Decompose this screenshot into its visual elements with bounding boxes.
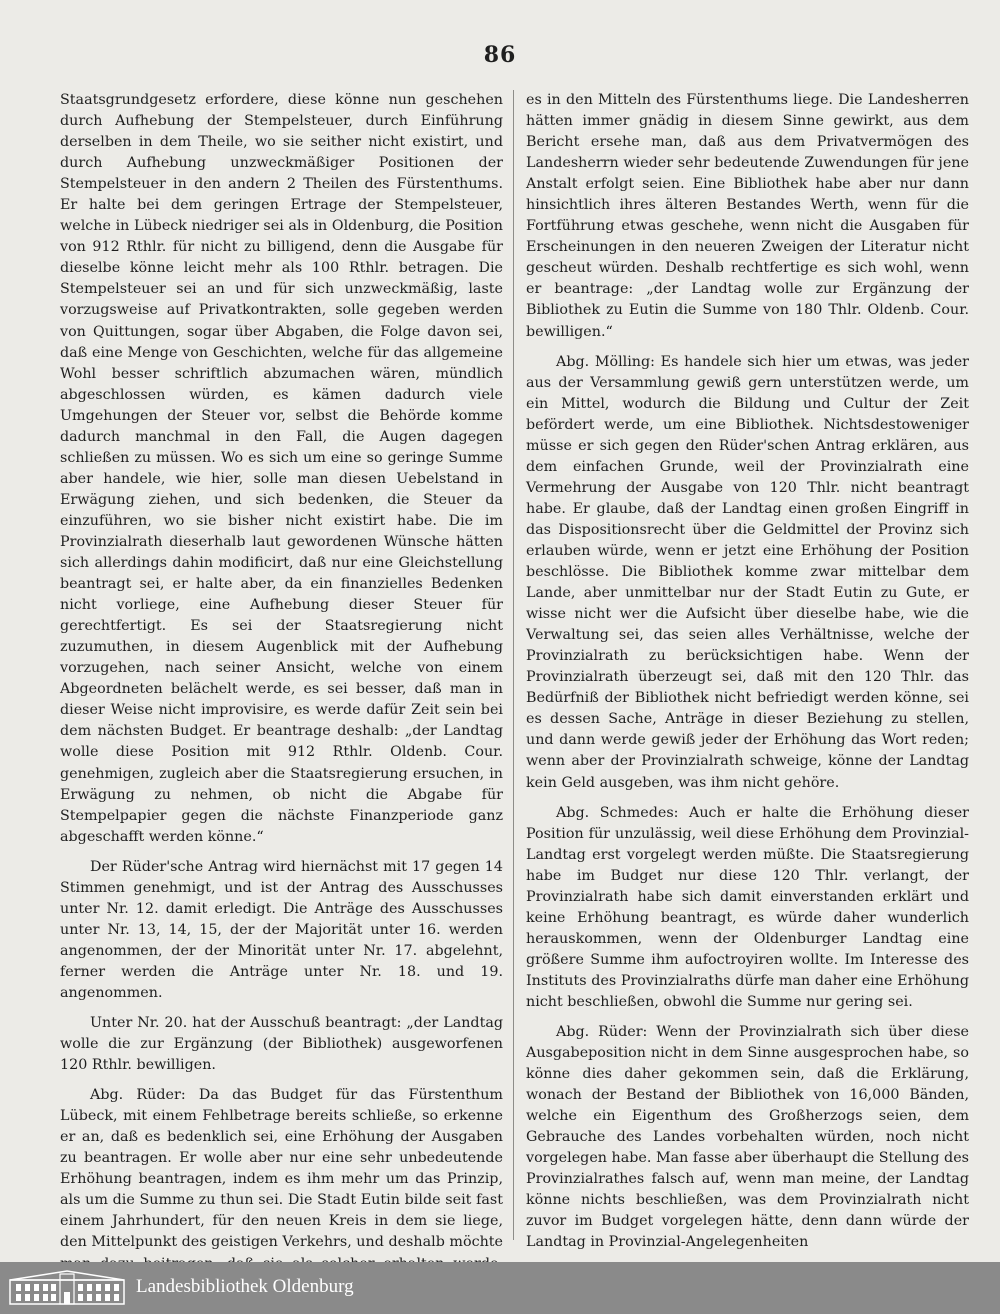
paragraph: Abg. Schmedes: Auch er halte die Erhöhung dieser Position für unzulässig, weil diese Erhöhung dem Provinzial-Landtag erst vorgelegt werden müßte. Die Staatsregierung habe im Budget nur diese 120 Thlr. verlangt, der Provinzialrath habe sich damit einverstanden erklärt und keine Erhöhung beantragt, es würde daher wunderlich herauskommen, wenn der Oldenburger Landtag eine größere Summe ihm aufoctroyiren wollte. Im Interesse des Instituts des Provinzialraths dürfe man daher eine Erhöhung nicht beschließen, obwohl die Summe nur gering sei. [526, 804, 969, 1010]
left-column [60, 90, 503, 1250]
paragraph: Der Rüder'sche Antrag wird hiernächst mit 17 gegen 14 Stimmen genehmigt, und ist der Antrag des Ausschusses unter Nr. 12. damit erledigt. Die Anträge des Ausschusses unter Nr. 13, 14, 15, der der Majorität unter 16. werden angenommen, der der Minorität unter Nr. 17. abgelehnt, ferner werden die Anträge unter Nr. 18. und 19. angenommen. [60, 858, 503, 1001]
paragraph: Abg. Rüder: Da das Budget für das Fürstenthum Lübeck, mit einem Fehlbetrage bereits schließe, so erkenne er an, daß es bedenklich sei, eine Erhöhung der Ausgaben zu beantragen. Er wolle aber nur eine sehr unbedeutende Erhöhung beantragen, indem es ihm mehr um das Prinzip, als um die Summe zu thun sei. Die Stadt Eutin bilde seit fast einem Jahrhundert, für den neuen Kreis in dem sie liege, den Mittelpunkt des geistigen Verkehrs, und deshalb möchte [60, 1087, 503, 1251]
right-column [526, 90, 969, 1250]
paragraph: es in den Mitteln des Fürstenthums liege. Die Landesherren hätten immer gnädig in diesem Sinne gewirkt, aus dem Bericht ersehe man, daß aus dem Privatvermögen des Landesherrn wieder sehr bedeutende Zuwendungen für jene Anstalt erfolgt seien. Eine Bibliothek habe aber nur dann hinsichtlich ihres älteren Bestandes Werth, wenn für die Fortführung etwas geschehe, wenn nicht die Ausgaben für Erscheinungen in den neueren Zweigen der Literatur nicht gescheut würden. Deshalb rechtfertige es sich wohl, wenn er beantrage: „der Landtag wolle zur Ergänzung der Bibliothek zu Eutin die Summe von 180 Thlr. Oldenb. Cour. bewilligen.“ [526, 92, 969, 340]
paragraph: Staatsgrundgesetz erfordere, diese könne nun geschehen durch Aufhebung der Stempelsteuer, durch Einführung derselben in dem Theile, wo sie seither nicht existirt, und durch Aufhebung unzweckmäßiger Positionen der Stempelsteuer in den andern 2 Theilen des Fürstenthums. Er halte bei dem geringen Ertrage der Stempelsteuer, welche in Lübeck niedriger sei als in Oldenburg, die Position von 912 Rthlr. für nicht zu billigend, denn die Ausgabe für dieselbe könne leicht mehr als 100 Rthlr. betragen. Die Stempelsteuer sei an und für sich unzweckmäßig, laste vorzugsweise auf Privatkontrakten, solle gegeben werden von Quittungen, sogar über Abgaben, die Folge davon sei, daß eine Menge von Geschichten, welche für das allgemeine Wohl besser schriftlich abzumachen wären, mündlich abgeschlossen würden, es kämen dadurch viele Umgehungen der Steuer vor, selbst die Behörde komme dadurch manchmal in den Fall, die Augen dagegen schließen zu müssen. Wo es sich um eine so geringe Summe aber handele, wie hier, solle man diesen Uebelstand in Erwägung ziehen, und sich bedenken, die Steuer da einzuführen, wo sie bisher nicht existirt habe. Die im Provinzialrath dieserhalb laut gewordenen Wünsche hätten sich allerdings dahin modificirt, daß nur eine Gleichstellung beantragt sei, er halte aber, da ein finanzielles Bedenken nicht vorliege, eine Aufhebung dieser Steuer für gerechtfertigt. Es sei der Staatsregierung nicht zuzumuthen, in diesem Augenblick mit der Aufhebung vorzugehen, nach seiner Ansicht, welche von einem Abgeordneten belächelt werde, es sei besser, daß man in dieser Weise nicht improvisire, es werde dafür Zeit sein bei dem nächsten Budget. Er beantrage deshalb: „der Landtag wolle diese Position mit 912 Rthlr. Oldenb. Cour. genehmigen, zugleich aber die Staatsregierung ersuchen, in Erwägung zu nehmen, ob nicht die Abgabe für Stempelpapier gegen die nächste Finanzperiode ganz abgeschafft werden könne.“ [60, 92, 503, 845]
library-name: Landesbibliothek Oldenburg [136, 1276, 354, 1297]
paragraph: Abg. Mölling: Es handele sich hier um etwas, was jeder aus der Versammlung gewiß gern unterstützen werde, um ein Mittel, wodurch die Bildung und Cultur der Zeit befördert werde, um eine Bibliothek. Nichtsdestoweniger müsse er sich gegen den Rüder'schen Antrag erklären, aus dem einfachen Grunde, weil der Provinzialrath eine Vermehrung der Ausgabe von 120 Thlr. nicht beantragt habe. Er glaube, daß der Landtag einen großen Eingriff in das Dispositionsrecht über die Geldmittel der Provinz sich erlauben würde, wenn er jetzt eine Erhöhung der Position beschlösse. Die Bibliothek komme zwar mittelbar dem Lande, aber unmittelbar nur der Stadt Eutin zu Gute, er wisse nicht wer die Aufsicht über dieselbe habe, wie die Verwaltung sei, das seien alles Verhältnisse, welche der Provinzialrath zu berücksichtigen habe. Wenn der Provinzialrath überzeugt sei, daß mit den 120 Thlr. das Bedürfniß der Bibliothek nicht befriedigt werden könne, sei es dessen Sache, Anträge in dieser Beziehung zu stellen, und dann werde gewiß jeder der Erhöhung das Wort reden; wenn aber der Provinzialrath schweige, könne der Landtag kein Geld ausgeben, was ihm nicht gehöre. [526, 353, 969, 791]
paragraph: Unter Nr. 20. hat der Ausschuß beantragt: „der Landtag wolle die zur Ergänzung (der Bibliothek) ausgeworfenen 120 Rthlr. bewilligen. [60, 1015, 503, 1074]
page-number: 86 [483, 42, 517, 68]
column-divider [513, 90, 514, 1240]
library-building-icon [8, 1270, 126, 1306]
paragraph: Abg. Rüder: Wenn der Provinzialrath sich über diese Ausgabeposition nicht in dem Sinne ausgesprochen habe, so könne dies daher gekommen sein, daß die Erklärung, wonach der Bestand der Bibliothek von 16,000 Bänden, welche ein Eigenthum des Großherzogs seien, dem Gebrauche des Landes vorbehalten würden, noch nicht vorgelegen habe. Man fasse aber überhaupt die Stellung des Provinzialrathes falsch auf, wenn man meine, der Landtag könne nichts beschließen, was dem Provinzialrath nicht zuvor im Budget vorgelegen hätte, denn dann würde der Landtag in Provinzial-Angelegenheiten [526, 1024, 969, 1251]
footer-bar [0, 1262, 1000, 1314]
